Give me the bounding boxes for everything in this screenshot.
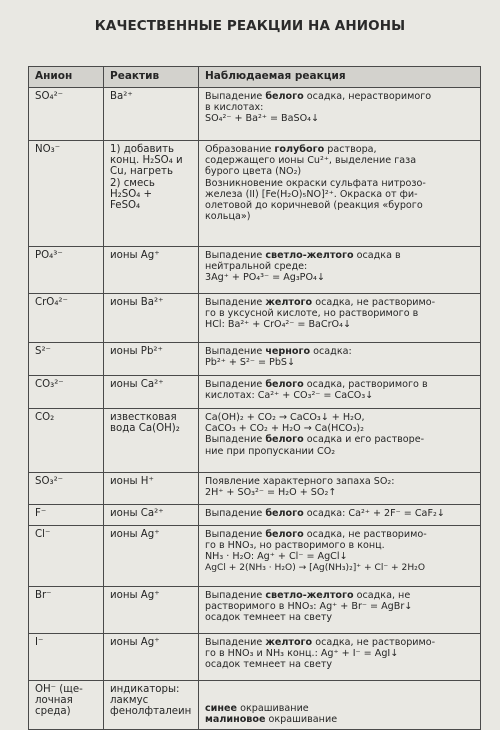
reagent-cell: ионы Ba²⁺ bbox=[104, 294, 199, 343]
anion-cell: NO₃⁻ bbox=[29, 141, 104, 247]
column-header-reaction: Наблюдаемая реакция bbox=[199, 67, 481, 88]
reaction-cell: Выпадение светло-желтого осадка, не растворимого в HNO₃: Ag⁺ + Br⁻ = AgBr↓ осадок темнеет на свету bbox=[199, 587, 481, 634]
reagent-cell: ионы Ag⁺ bbox=[104, 247, 199, 294]
reagent-cell: 1) добавить конц. H₂SO₄ и Cu, нагреть 2) смесь H₂SO₄ + FeSO₄ bbox=[104, 141, 199, 247]
reaction-cell: Образование голубого раствора, содержащего ионы Cu²⁺, выделение газа бурого цвета (NO₂) Возникновение окраски сульфата нитрозо- железа (II) [Fe(H₂O)₅NO]²⁺. Окраска от фи- олетовой до коричневой (реакция «бурого кольца») bbox=[199, 141, 481, 247]
anion-cell: SO₄²⁻ bbox=[29, 88, 104, 141]
reagent-cell: ионы Ca²⁺ bbox=[104, 505, 199, 526]
anion-cell: S²⁻ bbox=[29, 343, 104, 376]
reagent-cell: индикаторы: лакмус фенолфталеин bbox=[104, 681, 199, 730]
reagent-cell: Ba²⁺ bbox=[104, 88, 199, 141]
reaction-cell: Выпадение белого осадка, не растворимо- го в HNO₃, но растворимого в конц. NH₃ · H₂O: Ag⁺ + Cl⁻ = AgCl↓ AgCl + 2(NH₃ · H₂O) → [Ag(NH₃)₂]⁺ + Cl⁻ + 2H₂O bbox=[199, 526, 481, 587]
reaction-cell: Выпадение черного осадка: Pb²⁺ + S²⁻ = PbS↓ bbox=[199, 343, 481, 376]
anion-cell: CrO₄²⁻ bbox=[29, 294, 104, 343]
anion-cell: SO₃²⁻ bbox=[29, 473, 104, 505]
anion-cell: Br⁻ bbox=[29, 587, 104, 634]
reagent-cell: известковая вода Ca(OH)₂ bbox=[104, 409, 199, 473]
column-header-reagent: Реактив bbox=[104, 67, 199, 88]
anion-reactions-table bbox=[28, 66, 481, 730]
reaction-cell: Выпадение желтого осадка, не растворимо- го в HNO₃ и NH₃ конц.: Ag⁺ + I⁻ = AgI↓ осадок темнеет на свету bbox=[199, 634, 481, 681]
reaction-cell: Выпадение белого осадка, растворимого в кислотах: Ca²⁺ + CO₃²⁻ = CaCO₃↓ bbox=[199, 376, 481, 409]
table-row bbox=[29, 587, 481, 634]
table-row bbox=[29, 88, 481, 141]
reaction-cell: Появление характерного запаха SO₂: 2H⁺ + SO₃²⁻ = H₂O + SO₂↑ bbox=[199, 473, 481, 505]
reagent-cell: ионы Ag⁺ bbox=[104, 526, 199, 587]
table-row bbox=[29, 141, 481, 247]
reaction-cell: Выпадение белого осадка, нерастворимого в кислотах: SO₄²⁻ + Ba²⁺ = BaSO₄↓ bbox=[199, 88, 481, 141]
anion-cell: PO₄³⁻ bbox=[29, 247, 104, 294]
anion-cell: F⁻ bbox=[29, 505, 104, 526]
anion-cell: CO₃²⁻ bbox=[29, 376, 104, 409]
reaction-cell: Выпадение белого осадка: Ca²⁺ + 2F⁻ = CaF₂↓ bbox=[199, 505, 481, 526]
reagent-cell: ионы Pb²⁺ bbox=[104, 343, 199, 376]
table-header-row bbox=[29, 67, 481, 88]
table-row bbox=[29, 634, 481, 681]
reaction-cell: Ca(OH)₂ + CO₂ → CaCO₃↓ + H₂O, CaCO₃ + CO₂ + H₂O → Ca(HCO₃)₂ Выпадение белого осадка и его растворе- ние при пропускании CO₂ bbox=[199, 409, 481, 473]
reaction-cell: Выпадение желтого осадка, не растворимо- го в уксусной кислоте, но растворимого в HCl: Ba²⁺ + CrO₄²⁻ = BaCrO₄↓ bbox=[199, 294, 481, 343]
table-row bbox=[29, 473, 481, 505]
anion-cell: I⁻ bbox=[29, 634, 104, 681]
reagent-cell: ионы H⁺ bbox=[104, 473, 199, 505]
table-row bbox=[29, 681, 481, 730]
table-row bbox=[29, 294, 481, 343]
anion-cell: Cl⁻ bbox=[29, 526, 104, 587]
table-row bbox=[29, 247, 481, 294]
table-row bbox=[29, 409, 481, 473]
reaction-cell: Выпадение светло-желтого осадка в нейтральной среде: 3Ag⁺ + PO₄³⁻ = Ag₃PO₄↓ bbox=[199, 247, 481, 294]
anion-cell: CO₂ bbox=[29, 409, 104, 473]
table-row bbox=[29, 343, 481, 376]
reagent-cell: ионы Ag⁺ bbox=[104, 587, 199, 634]
column-header-anion: Анион bbox=[29, 67, 104, 88]
reagent-cell: ионы Ca²⁺ bbox=[104, 376, 199, 409]
page-title: КАЧЕСТВЕННЫЕ РЕАКЦИИ НА АНИОНЫ bbox=[94, 18, 406, 34]
reagent-cell: ионы Ag⁺ bbox=[104, 634, 199, 681]
table-row bbox=[29, 505, 481, 526]
reaction-cell: синее окрашивание малиновое окрашивание bbox=[199, 681, 481, 730]
table-row bbox=[29, 376, 481, 409]
anion-cell: OH⁻ (ще- лочная среда) bbox=[29, 681, 104, 730]
table-row bbox=[29, 526, 481, 587]
